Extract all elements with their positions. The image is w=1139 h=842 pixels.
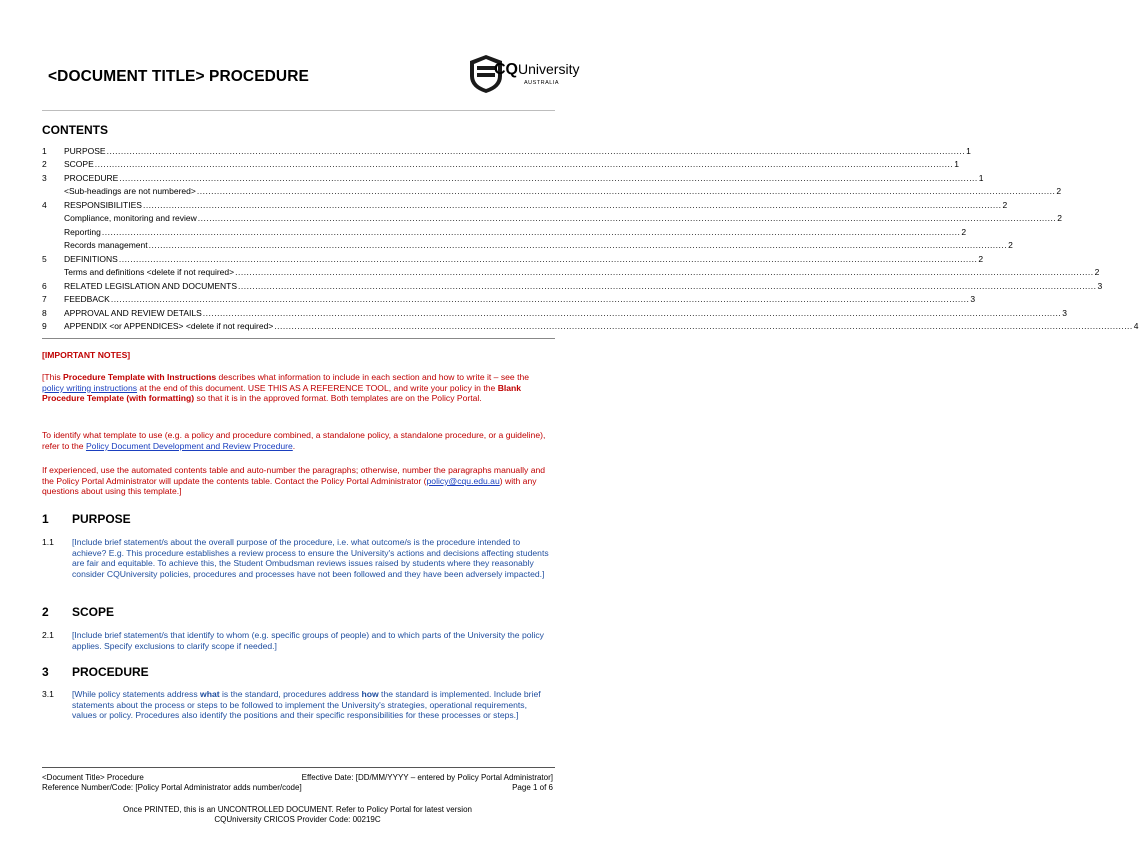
toc-entry[interactable] [42, 277, 1103, 291]
toc-entry-page: 2 [1002, 199, 1008, 210]
toc-entry[interactable] [42, 291, 976, 305]
toc-entry-text: FEEDBACK [64, 294, 110, 304]
toc-entry[interactable] [42, 223, 967, 237]
footer-reference-number: Reference Number/Code: [Policy Portal Administrator adds number/code] [42, 783, 302, 792]
toc-entry[interactable] [42, 210, 1062, 224]
toc-entry-text: RELATED LEGISLATION AND DOCUMENTS [64, 280, 238, 291]
logo-university: University [518, 61, 580, 77]
toc-leader-dots: ............................................................................................................................................................................................................................................................................................................ [202, 307, 1062, 318]
toc-entry-page: 3 [970, 294, 976, 304]
toc-entry-text: RESPONSIBILITIES [64, 199, 142, 210]
toc-leader-dots: ............................................................................................................................................................................................................................................................................................................ [119, 172, 978, 183]
toc-leader-dots: ............................................................................................................................................................................................................................................................................................................ [235, 267, 1094, 277]
footer-rule [42, 767, 555, 768]
toc-entry-text: PURPOSE [64, 145, 106, 156]
toc-entry[interactable] [42, 250, 984, 264]
toc-entry-page: 1 [978, 172, 984, 183]
toc-leader-dots: ............................................................................................................................................................................................................................................................................................................ [197, 213, 1057, 223]
footer-document-title: <Document Title> Procedure [42, 773, 144, 782]
toc-entry-text: Reporting [64, 226, 101, 237]
logo-cq: CQ [494, 61, 518, 78]
paragraph-2-1: 2.1 [Include brief statement/s that identify to whom (e.g. specific groups of people) and to which parts of the University the policy applies. Specify exclusions to clarify scope if needed.] [42, 630, 544, 651]
toc-entry[interactable] [42, 169, 984, 183]
paragraph-1-1: 1.1 [Include brief statement/s about the overall purpose of the procedure, i.e. what outcome/s is the procedure intended to achieve? E.g. This procedure establishes a review process to ensure the University's actions and decisions affecting students are fair and equitable. To achieve this, the Student Ombudsman reviews issues raised by students where they reasonably consider CQUniversity policies, procedures and processes have not been followed and they have been adversely impacted.] [42, 537, 549, 580]
toc-entry-number: 3 [42, 172, 47, 183]
contents-rule [42, 338, 555, 339]
section-heading-purpose: 1 PURPOSE [42, 512, 131, 526]
toc-leader-dots: ............................................................................................................................................................................................................................................................................................................ [94, 159, 954, 169]
toc-leader-dots: ............................................................................................................................................................................................................................................................................................................ [238, 280, 1097, 291]
policy-document-development-link[interactable]: Policy Document Development and Review Procedure [85, 440, 293, 451]
toc-entry[interactable] [42, 196, 1008, 210]
toc-entry[interactable] [42, 318, 1139, 332]
toc-entry-number: 9 [42, 321, 47, 331]
toc-leader-dots: ............................................................................................................................................................................................................................................................................................................ [106, 145, 966, 156]
toc-entry[interactable] [42, 304, 1067, 318]
toc-leader-dots: ............................................................................................................................................................................................................................................................................................................ [142, 199, 1002, 210]
toc-leader-dots: ............................................................................................................................................................................................................................................................................................................ [148, 240, 1008, 250]
contents-heading: CONTENTS [42, 123, 108, 137]
logo-subtext: AUSTRALIA [524, 80, 560, 86]
toc-entry-page: 2 [1008, 240, 1013, 250]
section-heading-scope: 2 SCOPE [42, 605, 115, 619]
toc-entry-number: 8 [42, 307, 47, 318]
header-rule [42, 110, 555, 111]
toc-entry-page: 2 [978, 253, 984, 264]
footer-effective-date: Effective Date: [DD/MM/YYYY – entered by Policy Portal Administrator] [301, 773, 553, 782]
toc-entry-page: 4 [1133, 321, 1139, 331]
toc-leader-dots: ............................................................................................................................................................................................................................................................................................................ [274, 321, 1133, 331]
toc-entry[interactable] [42, 183, 1062, 197]
table-of-contents [42, 142, 1139, 331]
document-title: <DOCUMENT TITLE> PROCEDURE [48, 68, 309, 85]
notes-paragraph-1: [This Procedure Template with Instructions describes what information to include in each section and how to write it – see the policy writing instructions at the end of this document. USE THIS AS A REFERENCE TOOL, and write your policy in the Blank Procedure Template (with formatting) so that it is in the approved format. Both templates are on the Policy Portal. [42, 372, 530, 404]
toc-entry[interactable] [42, 142, 971, 156]
footer-page-number: Page 1 of 6 [512, 783, 553, 792]
notes-paragraph-2: To identify what template to use (e.g. a policy and procedure combined, a standalone policy, a standalone procedure, or a guideline), refer to the Policy Document Development and Review Procedure. [42, 430, 546, 451]
toc-entry-page: 2 [961, 226, 967, 237]
policy-email-link[interactable]: policy@cqu.edu.au [426, 475, 500, 486]
toc-entry-page: 3 [1097, 280, 1103, 291]
toc-entry-text: APPENDIX <or APPENDICES> <delete if not required> [64, 321, 274, 331]
toc-entry[interactable] [42, 156, 959, 170]
toc-entry-page: 3 [1062, 307, 1067, 318]
toc-entry-text: DEFINITIONS [64, 253, 118, 264]
toc-entry-text: SCOPE [64, 159, 94, 169]
notes-paragraph-3: If experienced, use the automated contents table and auto-number the paragraphs; otherwise, number the paragraphs manually and the Policy Portal Administrator will update the contents table. Contact the Policy Portal Administrator (policy@cqu.edu.au) with any questions about using this template.] [42, 465, 546, 497]
toc-leader-dots: ............................................................................................................................................................................................................................................................................................................ [118, 253, 978, 264]
toc-entry-page: 2 [1057, 213, 1062, 223]
toc-entry-page: 2 [1056, 186, 1062, 196]
toc-entry-text: PROCEDURE [64, 172, 119, 183]
toc-entry-number: 7 [42, 294, 47, 304]
toc-leader-dots: ............................................................................................................................................................................................................................................................................................................ [110, 294, 970, 304]
toc-entry-number: 6 [42, 280, 47, 291]
section-heading-procedure: 3 PROCEDURE [42, 665, 149, 679]
toc-entry[interactable] [42, 264, 1100, 278]
toc-entry[interactable] [42, 237, 1013, 251]
toc-entry-text: APPROVAL AND REVIEW DETAILS [64, 307, 202, 318]
toc-entry-text: Compliance, monitoring and review [64, 213, 197, 223]
important-notes-heading: [IMPORTANT NOTES] [42, 350, 131, 360]
footer-cricos-code: CQUniversity CRICOS Provider Code: 00219C [214, 815, 381, 824]
toc-leader-dots: ............................................................................................................................................................................................................................................................................................................ [101, 226, 961, 237]
paragraph-3-1: 3.1 [While policy statements address what is the standard, procedures address how the standard is implemented. Include brief statements about the process or steps to be followed to implement the University's strategies, operational requirements, values or policy. Procedures also identify the positions and their specific responsibilities for these processes or steps.] [42, 689, 541, 721]
cquniversity-logo [468, 52, 580, 96]
toc-entry-text: Records management [64, 240, 148, 250]
toc-entry-number: 4 [42, 199, 47, 210]
toc-entry-number: 1 [42, 145, 47, 156]
toc-leader-dots: ............................................................................................................................................................................................................................................................................................................ [196, 186, 1056, 196]
toc-entry-number: 5 [42, 253, 47, 264]
toc-entry-page: 1 [954, 159, 959, 169]
toc-entry-number: 2 [42, 159, 47, 169]
policy-writing-instructions-link[interactable]: policy writing instructions [42, 382, 138, 393]
toc-entry-page: 2 [1094, 267, 1100, 277]
toc-entry-page: 1 [966, 145, 971, 156]
toc-entry-text: <Sub-headings are not numbered> [64, 186, 196, 196]
toc-entry-text: Terms and definitions <delete if not required> [64, 267, 235, 277]
footer-uncontrolled-notice: Once PRINTED, this is an UNCONTROLLED DOCUMENT. Refer to Policy Portal for latest version [123, 805, 472, 814]
